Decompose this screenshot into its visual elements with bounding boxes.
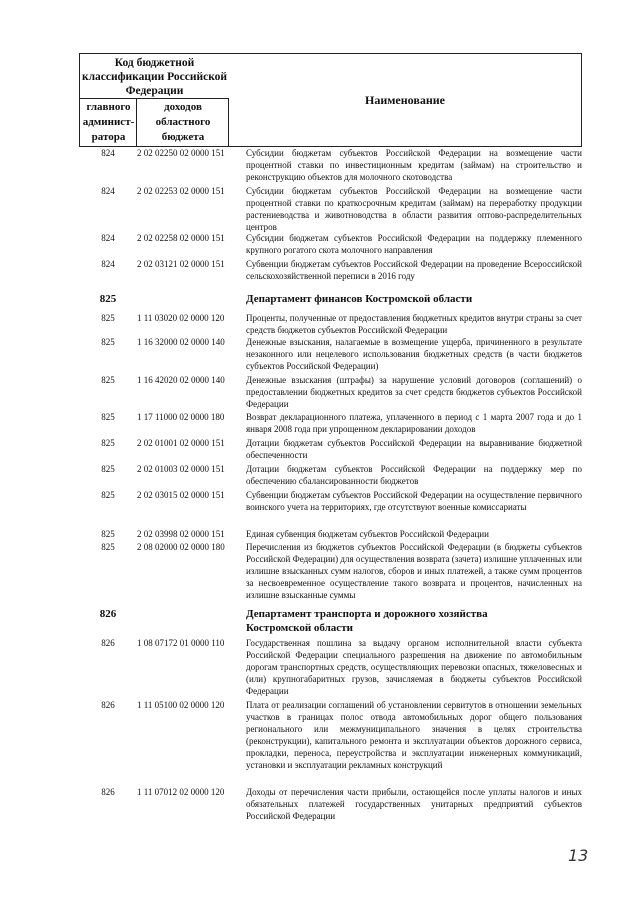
income-code: 2 02 01003 02 0000 151	[137, 464, 225, 474]
header-admin-label: главного админист-ратора	[82, 101, 135, 143]
admin-code: 825	[101, 337, 115, 347]
page-number: 13	[568, 846, 589, 865]
row-name: Субвенции бюджетам субъектов Российской Федерации на осуществление первичного воинского учета на территориях, где отсутствуют военные комиссариаты	[246, 490, 582, 512]
header-group-title: Код бюджетной классификации Российской Федерации	[80, 54, 229, 99]
table-header	[79, 53, 582, 147]
header-income-label: доходов областного бюджета	[155, 101, 211, 143]
income-code: 2 02 02250 02 0000 151	[137, 148, 225, 158]
income-code: 1 11 07012 02 0000 120	[137, 787, 225, 797]
income-code: 2 02 02253 02 0000 151	[137, 186, 225, 196]
income-code: 2 02 01001 02 0000 151	[137, 438, 225, 448]
row-name: Денежные взыскания (штрафы) за нарушение условий договоров (соглашений) о предоставлении бюджетных кредитов за счет средств бюджетов субъектов Российской Федерации	[246, 375, 582, 409]
admin-code: 824	[101, 233, 115, 243]
row-name: Возврат декларационного платежа, уплаченного в период с 1 марта 2007 года и до 1 января 2008 года при упрощенном декларировании доходов	[246, 412, 582, 434]
row-name: Плата от реализации соглашений об установлении сервитутов в отношении земельных участков в границах полос отвода автомобильных дорог общего пользования регионального или межмуниципального значения в целях строительства (реконструкции), капитального ремонта и эксплуатации объектов дорожного сервиса, прокладки, переноса, переустройства и эксплуатации инженерных коммуникаций, установки и эксплуатации рекламных конструкций	[246, 700, 582, 770]
row-name: Субсидии бюджетам субъектов Российской Федерации на возмещение части процентной ставки по инвестиционным кредитам (займам) на строительство и реконструкцию объектов для молочного скотоводства	[246, 148, 582, 182]
row-name: Субсидии бюджетам субъектов Российской Федерации на возмещение части процентной ставки по краткосрочным кредитам (займам) на переработку продукции растениеводства и животноводства в области развития оптово-распределительных центров	[246, 186, 582, 232]
admin-code: 825	[101, 542, 115, 552]
income-code: 1 11 03020 02 0000 120	[137, 313, 225, 323]
admin-code: 826	[101, 700, 115, 710]
admin-code: 825	[101, 438, 115, 448]
row-name: Перечисления из бюджетов субъектов Российской Федерации (в бюджеты субъектов Российской Федерации) для осуществления возврата (зачета) излишне уплаченных или излишне взысканных сумм налогов, сборов и иных платежей, а также сумм процентов за несвоевременное осуществление такого возврата и процентов, начисленных на излишне взысканные суммы	[246, 542, 582, 600]
row-name: Государственная пошлина за выдачу органом исполнительной власти субъекта Российской Федерации специального разрешения на движение по автомобильным дорогам транспортных средств, осуществляющих перевозки опасных, тяжеловесных и (или) крупногабаритных грузов, зачисляемая в бюджеты субъектов Российской Федерации	[246, 638, 582, 696]
department-title: Департамент транспорта и дорожного хозяйства Костромской области	[246, 608, 488, 634]
income-code: 2 02 02258 02 0000 151	[137, 233, 225, 243]
admin-code: 825	[101, 464, 115, 474]
income-code: 2 08 02000 02 0000 180	[137, 542, 225, 552]
admin-code: 825	[101, 529, 115, 539]
row-name: Единая субвенция бюджетам субъектов Российской Федерации	[246, 529, 489, 539]
income-code: 1 11 05100 02 0000 120	[137, 700, 225, 710]
header-name-label: Наименование	[365, 92, 445, 107]
admin-code: 824	[101, 186, 115, 196]
row-name: Денежные взыскания, налагаемые в возмещение ущерба, причиненного в результате незаконного или нецелевого использования бюджетных средств (в части бюджетов субъектов Российской Федерации)	[246, 337, 582, 371]
income-code: 1 08 07172 01 0000 110	[137, 638, 225, 648]
income-code: 2 02 03015 02 0000 151	[137, 490, 225, 500]
row-name: Проценты, полученные от предоставления бюджетных кредитов внутри страны за счет средств бюджетов субъектов Российской Федерации	[246, 313, 582, 335]
income-code: 2 02 03121 02 0000 151	[137, 259, 225, 269]
row-name: Дотации бюджетам субъектов Российской Федерации на выравнивание бюджетной обеспеченности	[246, 438, 582, 460]
admin-code: 826	[101, 638, 115, 648]
row-name: Субсидии бюджетам субъектов Российской Федерации на поддержку племенного крупного рогатого скота молочного направления	[246, 233, 582, 255]
income-code: 2 02 03998 02 0000 151	[137, 529, 225, 539]
admin-code: 825	[99, 293, 117, 305]
admin-code: 825	[101, 375, 115, 385]
row-name: Субвенции бюджетам субъектов Российской Федерации на проведение Всероссийской сельскохозяйственной переписи в 2016 году	[246, 259, 582, 281]
row-name: Дотации бюджетам субъектов Российской Федерации на поддержку мер по обеспечению сбалансированности бюджетов	[246, 464, 582, 486]
admin-code: 825	[101, 490, 115, 500]
department-title: Департамент финансов Костромской области	[246, 293, 473, 305]
income-code: 1 16 42020 02 0000 140	[137, 375, 225, 385]
admin-code: 824	[101, 148, 115, 158]
admin-code: 826	[99, 608, 117, 620]
admin-code: 825	[101, 412, 115, 422]
row-name: Доходы от перечисления части прибыли, остающейся после уплаты налогов и иных обязательных платежей государственных унитарных предприятий субъектов Российской Федерации	[246, 787, 582, 821]
income-code: 1 17 11000 02 0000 180	[137, 412, 225, 422]
admin-code: 824	[101, 259, 115, 269]
income-code: 1 16 32000 02 0000 140	[137, 337, 225, 347]
admin-code: 825	[101, 313, 115, 323]
admin-code: 826	[101, 787, 115, 797]
